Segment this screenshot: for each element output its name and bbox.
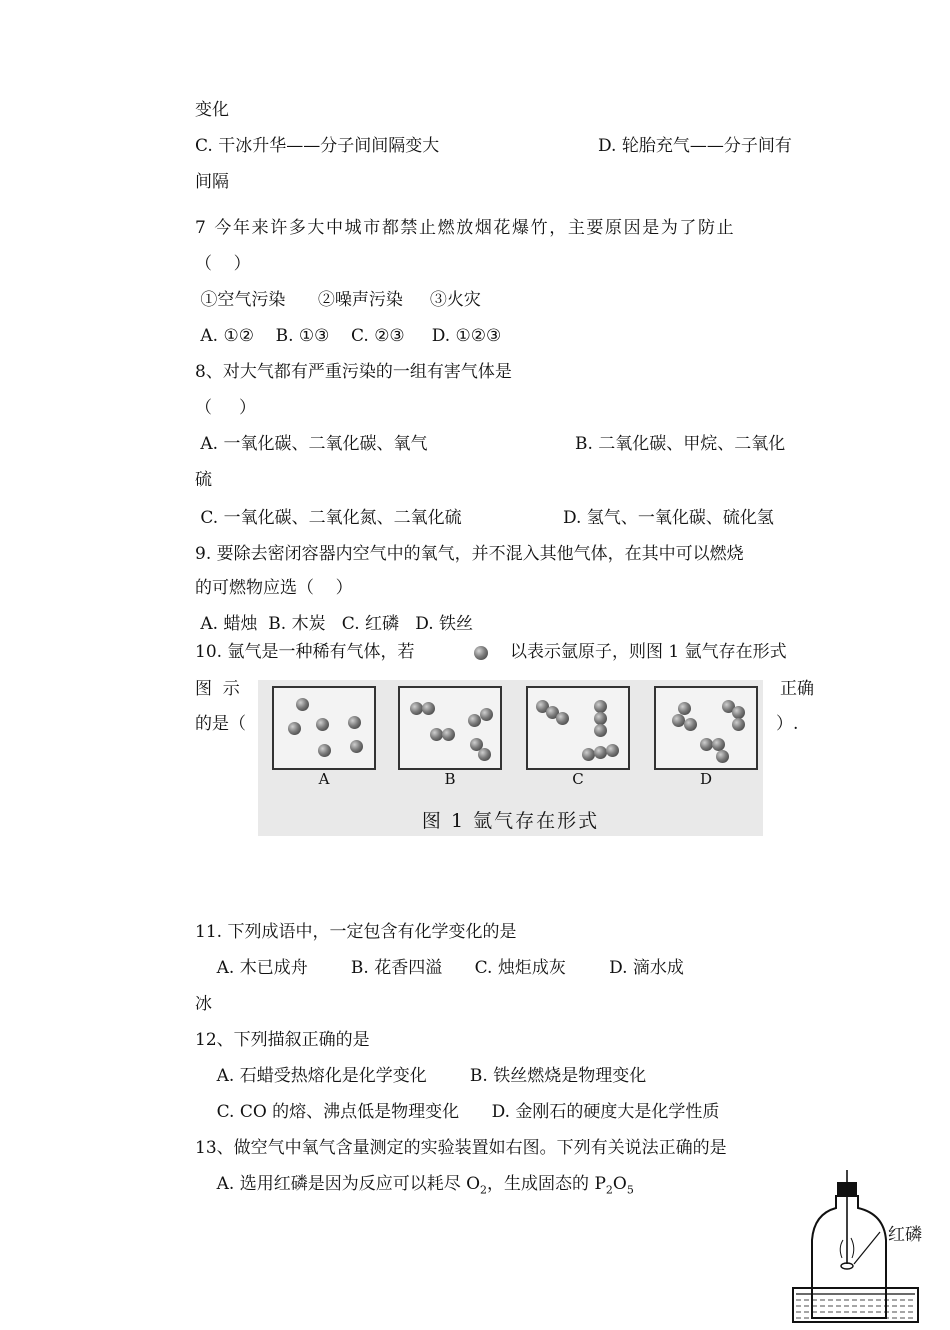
option-c: C. 干冰升华——分子间间隔变大	[195, 136, 440, 156]
question-12-cd: C. CO 的熔、沸点低是物理变化 D. 金刚石的硬度大是化学性质	[195, 1102, 720, 1122]
figure-caption: 图 1 氩气存在形式	[421, 810, 600, 832]
question-9-line2: 的可燃物应选（ ）	[195, 578, 353, 598]
text-line: 硫	[195, 470, 212, 490]
question-13-option-a: A. 选用红磷是因为反应可以耗尽 $O_2$，生成固态的 $P_2O_5$	[195, 1174, 634, 1197]
figure-box-a	[272, 686, 376, 770]
figure-box-c	[526, 686, 630, 770]
text-line: 间隔	[195, 172, 229, 192]
option-d: D. 轮胎充气——分子间有	[598, 136, 792, 156]
question-7-choices: A. ①② B. ①③ C. ②③ D. ①②③	[195, 326, 502, 346]
question-10: 10. 氩气是一种稀有气体，若	[195, 642, 415, 662]
answer-paren: （ ）	[195, 398, 257, 418]
red-phosphorus-label: 红磷	[888, 1225, 922, 1245]
question-7: 7 今年来许多大中城市都禁止燃放烟花爆竹，主要原因是为了防止	[195, 218, 736, 238]
question-10-cont: 以表示氩原子，则图 1 氩气存在形式	[510, 642, 787, 662]
question-9-choices: A. 蜡烛 B. 木炭 C. 红磷 D. 铁丝	[195, 614, 474, 634]
argon-atom-icon	[474, 646, 488, 660]
option-d: D. 氢气、一氧化碳、硫化氢	[563, 508, 774, 528]
question-12-ab: A. 石蜡受热熔化是化学变化 B. 铁丝燃烧是物理变化	[195, 1066, 647, 1086]
figure-label-b: B	[444, 770, 456, 788]
oxygen-apparatus-diagram	[790, 1168, 940, 1326]
question-10-line3: 的是（	[195, 714, 246, 734]
question-10-end: ）.	[776, 714, 799, 734]
question-7-items: ①空气污染 ②噪声污染 ③火灾	[195, 290, 481, 310]
question-11-choices: A. 木已成舟 B. 花香四溢 C. 烛炬成灰 D. 滴水成	[195, 958, 684, 978]
figure-label-a: A	[318, 770, 330, 788]
question-10-correct: 正确	[780, 679, 814, 699]
option-b: B. 二氧化碳、甲烷、二氧化	[575, 434, 786, 454]
text-line: 冰	[195, 994, 212, 1014]
answer-paren: （ ）	[195, 254, 251, 274]
argon-figure	[258, 680, 763, 836]
question-9: 9. 要除去密闭容器内空气中的氧气，并不混入其他气体，在其中可以燃烧	[195, 544, 744, 564]
figure-box-b	[398, 686, 502, 770]
figure-box-d	[654, 686, 758, 770]
question-12: 12、下列描叙正确的是	[195, 1030, 370, 1050]
question-11: 11. 下列成语中，一定包含有化学变化的是	[195, 922, 517, 942]
figure-label-c: C	[572, 770, 584, 788]
option-a: A. 一氧化碳、二氧化碳、氧气	[195, 434, 428, 454]
question-10-line2: 图 示	[195, 679, 240, 699]
figure-label-d: D	[699, 770, 713, 788]
text-line: 变化	[195, 100, 229, 120]
option-c: C. 一氧化碳、二氧化氮、二氧化硫	[195, 508, 462, 528]
question-13: 13、做空气中氧气含量测定的实验装置如右图。下列有关说法正确的是	[195, 1138, 727, 1158]
question-8: 8、对大气都有严重污染的一组有害气体是	[195, 362, 512, 382]
